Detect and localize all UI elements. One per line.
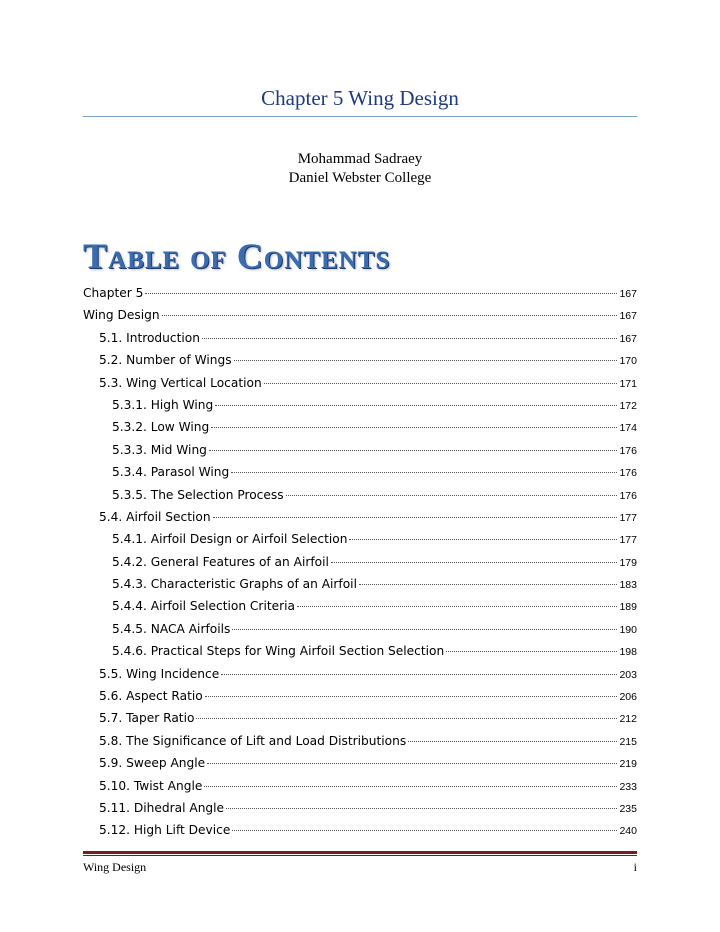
footer-title: Wing Design	[83, 860, 147, 874]
toc-entry-label: 5.4. Airfoil Section	[99, 509, 211, 524]
toc-entry-label: 5.1. Introduction	[99, 330, 200, 345]
title-divider	[83, 116, 637, 117]
toc-leader-dots	[162, 315, 618, 316]
toc-entry-page: 177	[619, 534, 637, 547]
toc-entry-label: 5.9. Sweep Angle	[99, 756, 206, 771]
toc-leader-dots	[232, 830, 617, 831]
toc-entry-label: 5.8. The Significance of Lift and Load Distributions	[99, 733, 407, 748]
toc-leader-dots	[205, 696, 618, 697]
toc-entry[interactable]	[83, 443, 637, 465]
toc-entry-label: 5.4.3. Characteristic Graphs of an Airfoil	[112, 577, 357, 592]
toc-entry[interactable]	[83, 734, 637, 756]
toc-entry-page: 167	[619, 332, 637, 345]
toc-leader-dots	[213, 517, 618, 518]
toc-entry-page: 203	[619, 668, 637, 681]
footer-divider	[83, 851, 637, 854]
toc-leader-dots	[221, 674, 617, 675]
toc-leader-dots	[145, 293, 617, 294]
toc-entry-page: 176	[619, 489, 637, 502]
toc-entry[interactable]	[83, 689, 637, 711]
toc-entry-label: 5.4.6. Practical Steps for Wing Airfoil Section Selection	[112, 644, 445, 659]
toc-entry[interactable]	[83, 353, 637, 375]
toc-entry-label: 5.5. Wing Incidence	[99, 666, 220, 681]
toc-entry-label: 5.3.5. The Selection Process	[112, 487, 284, 502]
toc-entry-label: 5.12. High Lift Device	[99, 823, 231, 838]
toc-entry[interactable]	[83, 711, 637, 733]
toc-leader-dots	[297, 606, 617, 607]
toc-leader-dots	[207, 763, 617, 764]
toc-entry-page: 179	[619, 556, 637, 569]
toc-entry-page: 233	[619, 780, 637, 793]
toc-entry-page: 183	[619, 579, 637, 592]
toc-entry-page: 215	[619, 735, 637, 748]
toc-leader-dots	[234, 360, 618, 361]
toc-entry-page: 176	[619, 444, 637, 457]
toc-entry-page: 240	[619, 825, 637, 838]
toc-entry-label: 5.3.2. Low Wing	[112, 420, 210, 435]
toc-leader-dots	[264, 383, 618, 384]
toc-leader-dots	[331, 562, 618, 563]
toc-entry-label: 5.3.4. Parasol Wing	[112, 465, 230, 480]
toc-entry-label: 5.4.1. Airfoil Design or Airfoil Selection	[112, 532, 348, 547]
footer-page-number: i	[633, 860, 637, 874]
toc-entry[interactable]	[83, 286, 637, 308]
footer-divider-thin	[83, 855, 637, 856]
toc-entry-page: 171	[619, 377, 637, 390]
toc-entry-page: 172	[619, 399, 637, 412]
toc-leader-dots	[196, 718, 617, 719]
toc-entry[interactable]	[83, 555, 637, 577]
toc-entry-label: 5.7. Taper Ratio	[99, 711, 195, 726]
toc-entry-label: 5.3.1. High Wing	[112, 397, 214, 412]
toc-entry[interactable]	[83, 622, 637, 644]
toc-entry-page: 174	[619, 422, 637, 435]
toc-entry[interactable]	[83, 331, 637, 353]
toc-entry-page: 198	[619, 646, 637, 659]
toc-entry-page: 167	[619, 288, 637, 300]
author-name: Mohammad Sadraey	[297, 151, 423, 167]
toc-entry-label: 5.3.3. Mid Wing	[112, 442, 207, 457]
toc-entry-label: Chapter 5	[83, 286, 144, 300]
toc-entry[interactable]	[83, 599, 637, 621]
toc-entry[interactable]	[83, 488, 637, 510]
toc-entry[interactable]	[83, 779, 637, 801]
toc-leader-dots	[349, 539, 617, 540]
toc-entry-label: 5.2. Number of Wings	[99, 353, 232, 368]
toc-entry[interactable]	[83, 465, 637, 487]
toc-entry-page: 235	[619, 802, 637, 815]
toc-entry[interactable]	[83, 308, 637, 330]
toc-entry-label: 5.6. Aspect Ratio	[99, 689, 203, 704]
toc-leader-dots	[202, 338, 618, 339]
toc-leader-dots	[446, 651, 617, 652]
toc-entry-label: 5.4.4. Airfoil Selection Criteria	[112, 599, 295, 614]
toc-entry-page: 170	[619, 355, 637, 368]
toc-entry[interactable]	[83, 667, 637, 689]
toc-entry[interactable]	[83, 756, 637, 778]
toc-entry-page: 190	[619, 623, 637, 636]
toc-leader-dots	[359, 584, 618, 585]
toc-leader-dots	[204, 786, 617, 787]
toc-entry[interactable]	[83, 644, 637, 666]
table-of-contents	[83, 286, 637, 846]
toc-entry[interactable]	[83, 510, 637, 532]
toc-entry-page: 176	[619, 467, 637, 480]
toc-entry[interactable]	[83, 577, 637, 599]
toc-entry-page: 177	[619, 511, 637, 524]
toc-leader-dots	[408, 741, 617, 742]
toc-leader-dots	[211, 427, 617, 428]
toc-entry[interactable]	[83, 823, 637, 845]
toc-leader-dots	[209, 450, 618, 451]
toc-entry-label: 5.3. Wing Vertical Location	[99, 375, 262, 390]
toc-entry[interactable]	[83, 801, 637, 823]
toc-entry-label: 5.11. Dihedral Angle	[99, 800, 225, 815]
toc-entry[interactable]	[83, 398, 637, 420]
toc-entry[interactable]	[83, 376, 637, 398]
toc-leader-dots	[232, 629, 617, 630]
chapter-title: Chapter 5 Wing Design	[261, 86, 459, 110]
toc-entry-page: 167	[619, 310, 637, 323]
toc-leader-dots	[286, 495, 618, 496]
toc-leader-dots	[215, 405, 617, 406]
toc-entry[interactable]	[83, 532, 637, 554]
toc-entry[interactable]	[83, 420, 637, 442]
toc-entry-label: 5.10. Twist Angle	[99, 778, 203, 793]
toc-entry-page: 219	[619, 758, 637, 771]
toc-entry-page: 206	[619, 691, 637, 704]
toc-entry-label: 5.4.2. General Features of an Airfoil	[112, 554, 329, 569]
toc-entry-page: 189	[619, 601, 637, 614]
toc-entry-label: 5.4.5. NACA Airfoils	[112, 621, 231, 636]
toc-entry-label: Wing Design	[83, 308, 160, 323]
toc-leader-dots	[231, 472, 617, 473]
toc-heading: Table of Contents	[83, 236, 391, 276]
toc-entry-page: 212	[619, 713, 637, 726]
toc-leader-dots	[226, 808, 617, 809]
author-affiliation: Daniel Webster College	[288, 170, 432, 186]
